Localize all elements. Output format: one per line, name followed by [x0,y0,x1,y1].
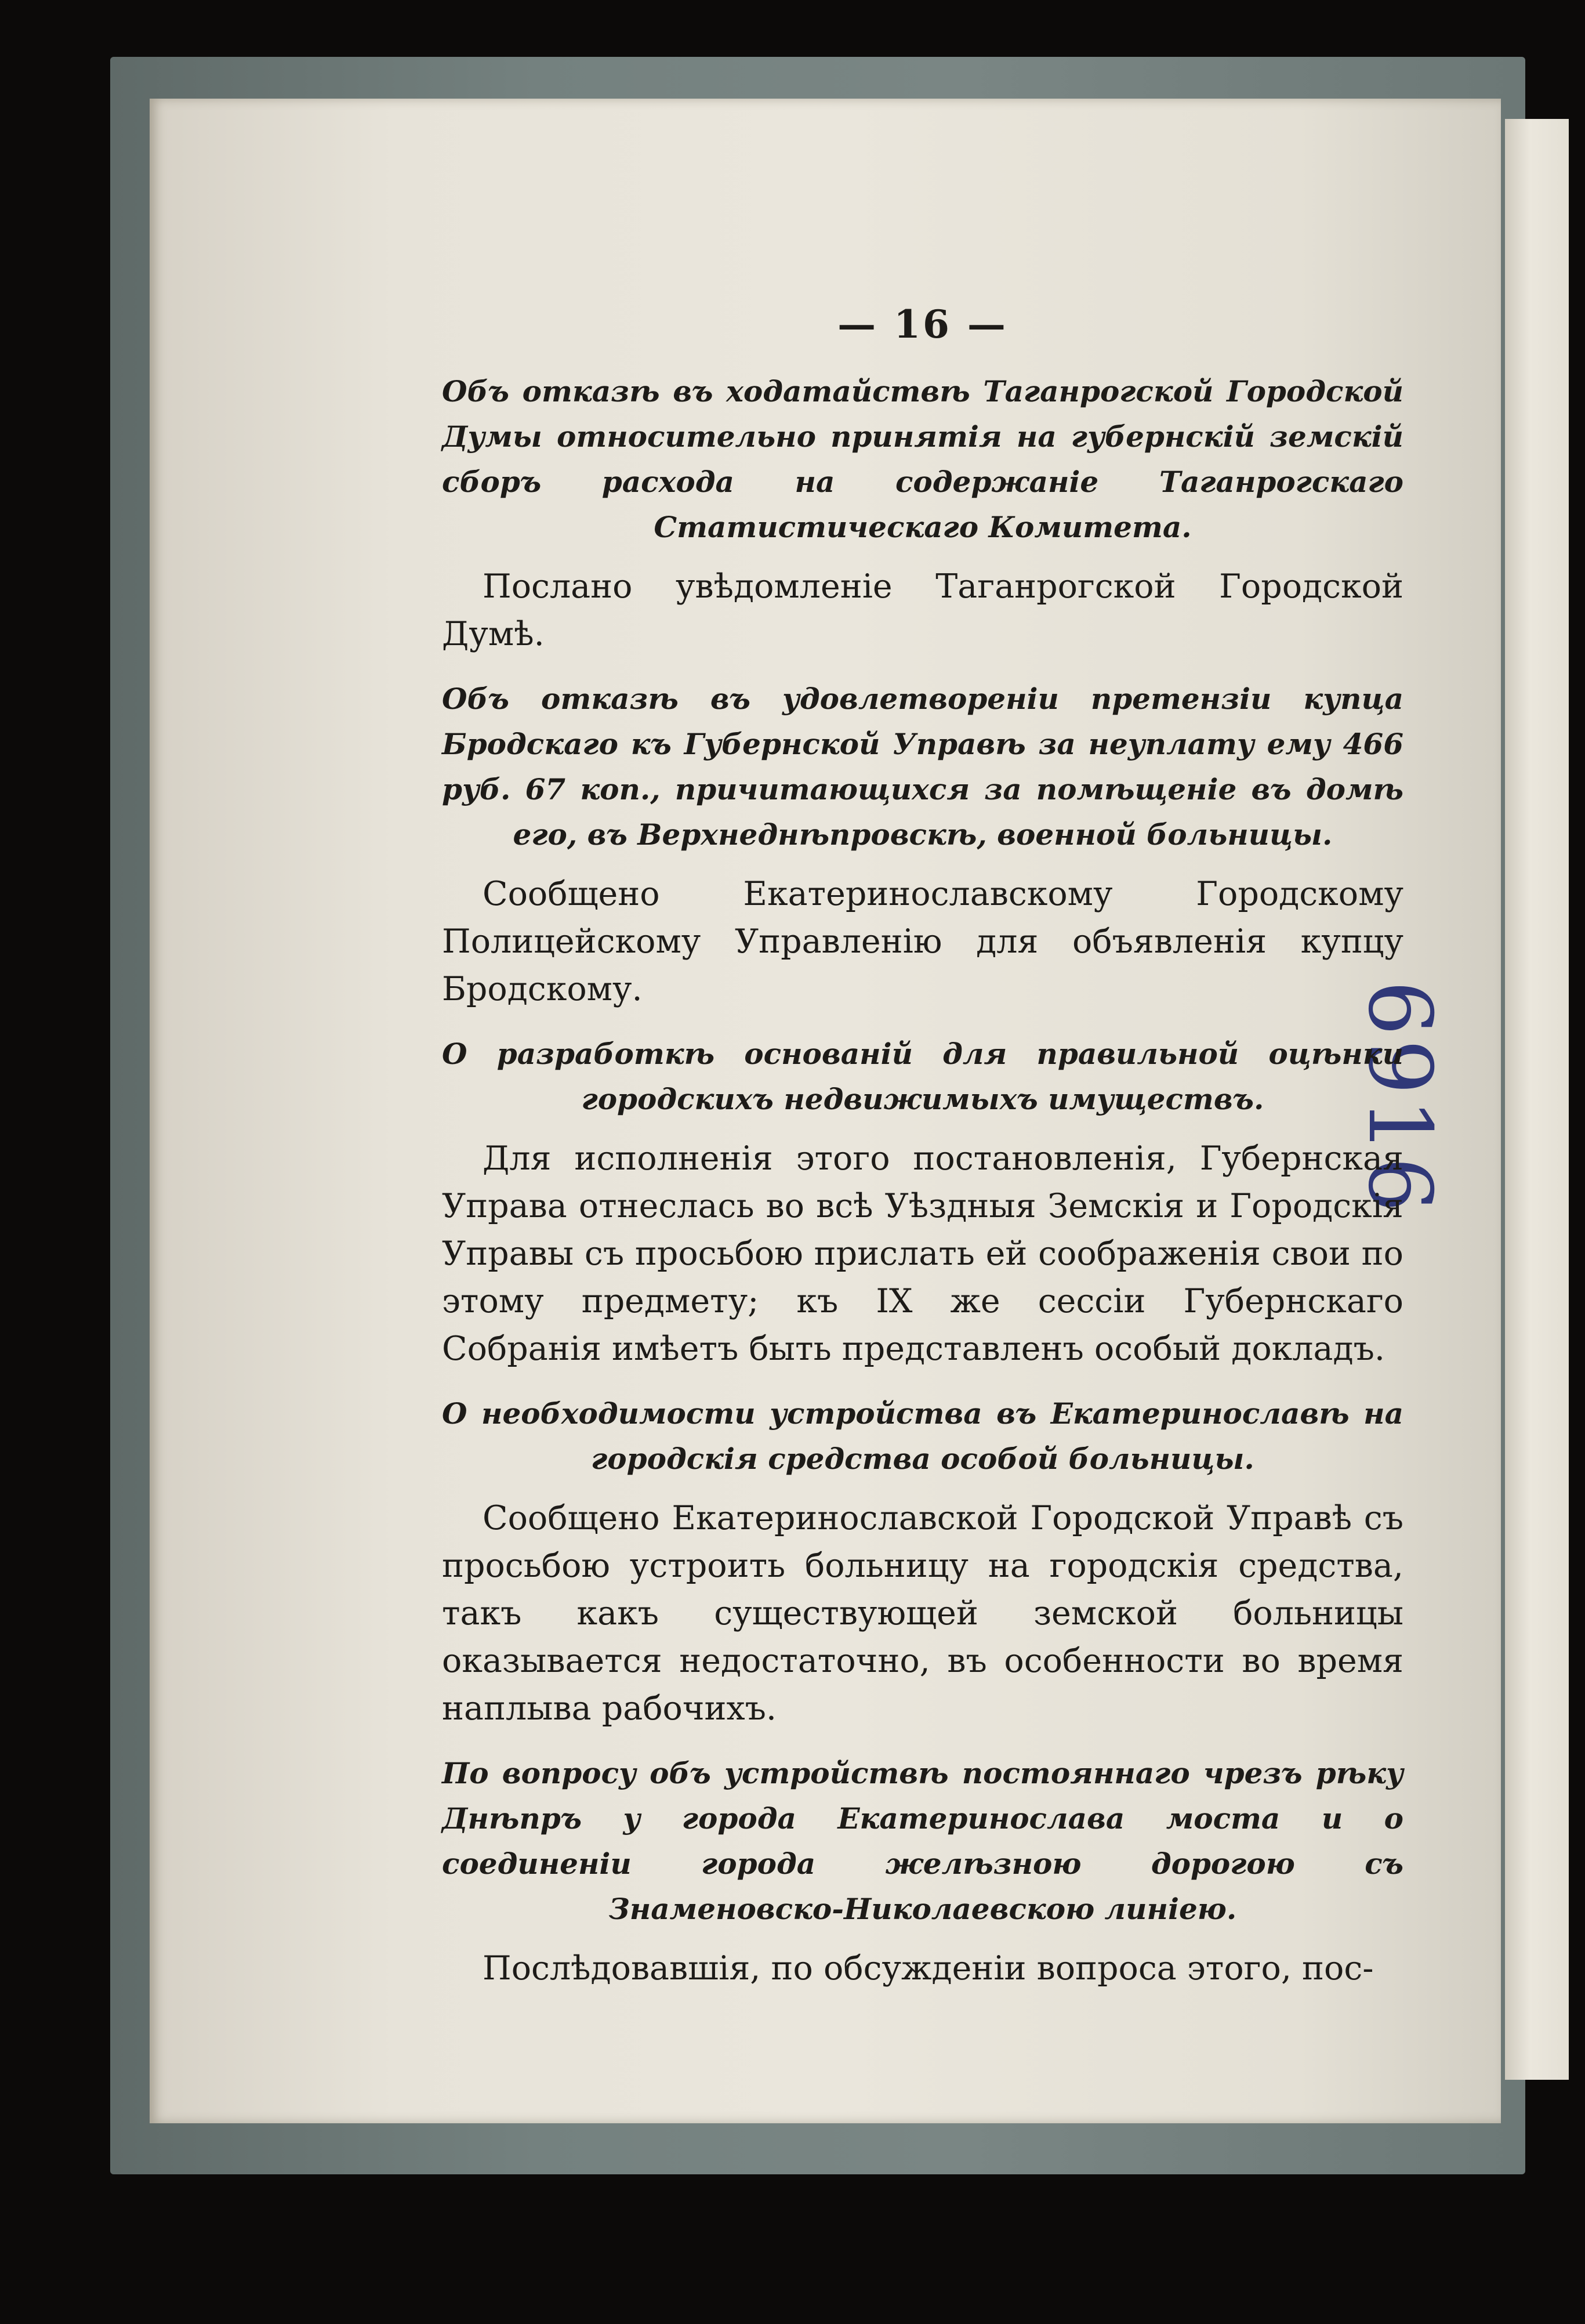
section-heading-3: О разработкѣ основаній для правильной оцѣнки городскихъ недвижимыхъ имуществъ. [442,1037,1403,1116]
section-heading-2: Объ отказѣ въ удовлетвореніи претензіи купца Бродскаго къ Губернской Управѣ за неуплату ему 466 руб. 67 коп., причитающихся за помѣщеніе въ домѣ его, въ Верхнеднѣпровскѣ, военной больницы. [442,682,1403,852]
section-body-3: Для исполненія этого постановленія, Губернская Управа отнеслась во всѣ Уѣздныя Земскія и Городскія Управы съ просьбою прислать ей соображенія свои по этому предмету; къ IX же сессіи Губернскаго Собранія имѣетъ быть представленъ особый докладъ. [442,1139,1403,1368]
section-body-2: Сообщено Екатеринославскому Городскому Полицейскому Управленію для объявленія купцу Бродскому. [442,875,1403,1008]
section-heading-4: О необходимости устройства въ Екатеринославѣ на городскія средства особой больницы. [442,1396,1403,1476]
library-stamp-number: 6916 [1349,980,1450,1216]
next-page-edge [1505,119,1569,2080]
section-body-5: Послѣдовавшія, по обсужденіи вопроса этого, пос- [483,1949,1374,1988]
page-number: — 16 — [837,302,1008,347]
section-body-4: Сообщено Екатеринославской Городской Управѣ съ просьбою устроить больницу на городскія средства, такъ какъ существующей земской больницы оказывается недостаточно, въ особенности во время наплыва рабочихъ. [442,1499,1403,1728]
section-heading-5: По вопросу объ устройствѣ постояннаго чрезъ рѣку Днѣпръ у города Екатеринослава моста и о соединеніи города желѣзною дорогою съ Знаменовско-Николаевскою линіею. [442,1756,1403,1926]
section-heading-1: Объ отказѣ въ ходатайствѣ Таганрогской Городской Думы относительно принятія на губернскій земскій сборъ расхода на содержаніе Таганрогскаго Статистическаго Комитета. [442,374,1403,544]
page-text-block [442,302,1403,2011]
section-body-1: Послано увѣдомленіе Таганрогской Городской Думѣ. [442,567,1403,653]
